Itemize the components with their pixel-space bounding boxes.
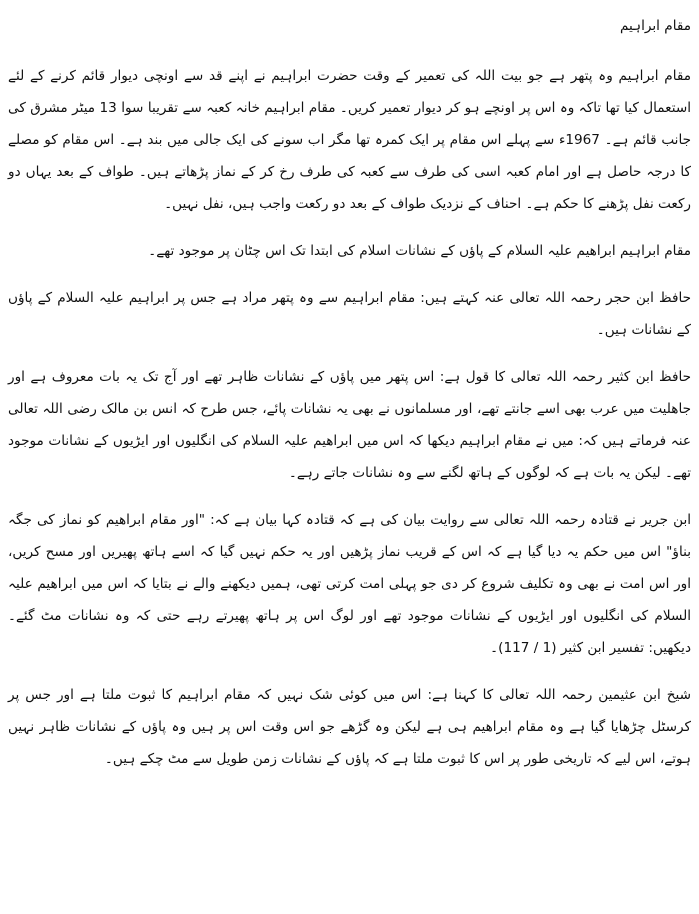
paragraph-ibn-jarir: ابن جریر نے قتادہ رحمہ اللہ تعالی سے روایت بیان کی ہے کہ قتادہ کہا بیان ہے کہ: "اور مقام ابراھیم کو نماز کی جگہ بناؤ" اس میں حکم یہ دیا گیا ہے کہ اس کے قریب نماز پڑھیں اور یہ حکم نہیں گیا کہ اسے ہاتھ پھیریں اور مسح کریں، اور اس امت نے بھی وہ تکلیف شروع کر دی جو پہلی امت کرتی تھی، ہمیں دیکھنے والے نے بتایا کہ اس میں ابراھیم علیہ السلام کی انگلیوں اور ایڑیوں کے نشانات موجود تھے اور لوگ اس پر ہاتھ پھیرتے رہے حتی کہ وہ نشانات مٹ گئے۔ دیکھیں: تفسیر ابن کثیر (1 / 117)۔ — [8, 512, 691, 656]
article — [8, 10, 691, 790]
paragraph-ibn-uthaymin: شیخ ابن عثیمین رحمہ اللہ تعالی کا کہنا ہے: اس میں کوئی شک نہیں کہ مقام ابراہیم کا ثبوت ملتا ہے اور جس پر کرسٹل چڑھایا گیا ہے وہ مقام ابراھیم ہی ہے لیکن وہ گڑھے جو اس وقت اس پر ہیں وہ پاؤں کے نشانات ظاہر نہیں ہوتے، اس لیے کہ تاریخی طور پر اس کا ثبوت ملتا ہے کہ پاؤں کے نشانات زمن طویل سے مٹ چکے ہیں۔ — [8, 687, 691, 767]
paragraph-intro: مقام ابراہیم وہ پتھر ہے جو بیت اللہ کی تعمیر کے وقت حضرت ابراہیم نے اپنے قد سے اونچی دیوار قائم کرنے کے لئے استعمال کیا تھا تاکہ وہ اس پر اونچے ہو کر دیوار تعمیر کریں۔ مقام ابراہیم خانہ کعبہ سے تقریبا سوا 13 میٹر مشرق کی جانب قائم ہے۔ 1967ء سے پہلے اس مقام پر ایک کمرہ تھا مگر اب سونے کی ایک جالی میں بند ہے۔ اس مقام کو مصلے کا درجہ حاصل ہے اور امام کعبہ اسی کی طرف سے کعبہ کی طرف رخ کر کے نماز پڑھاتے ہیں۔ طواف کے بعد یہاں دو رکعت نفل پڑھنے کا حکم ہے۔ احناف کے نزدیک طواف کے بعد دو رکعت واجب ہیں، نفل نہیں۔ — [8, 68, 691, 212]
paragraph-ibn-hajar: حافظ ابن حجر رحمہ اللہ تعالی عنہ کہتے ہیں: مقام ابراہیم سے وہ پتھر مراد ہے جس پر ابراہیم علیہ السلام کے پاؤں کے نشانات ہیں۔ — [8, 290, 691, 338]
paragraph-ibn-kathir: حافظ ابن کثیر رحمہ اللہ تعالی کا قول ہے: اس پتھر میں پاؤں کے نشانات ظاہر تھے اور آج تک یہ بات معروف ہے اور جاھلیت میں عرب بھی اسے جانتے تھے، اور مسلمانوں نے بھی یہ نشانات پائے، جس طرح کہ انس بن مالک رضی اللہ تعالی عنہ فرماتے ہیں کہ: میں نے مقام ابراہیم دیکھا کہ اس میں ابراھیم علیہ السلام کی انگلیوں اور ایڑیوں کے نشانات موجود تھے۔ لیکن یہ بات ہے کہ لوگوں کے ہاتھ لگنے سے وہ نشانات جاتے رہے۔ — [8, 369, 691, 481]
article-title: مقام ابراہیم — [620, 18, 691, 34]
paragraph-footprints: مقام ابراہیم ابراھیم علیہ السلام کے پاؤں کے نشانات اسلام کی ابتدا تک اس چٹان پر موجود تھے۔ — [148, 243, 691, 259]
